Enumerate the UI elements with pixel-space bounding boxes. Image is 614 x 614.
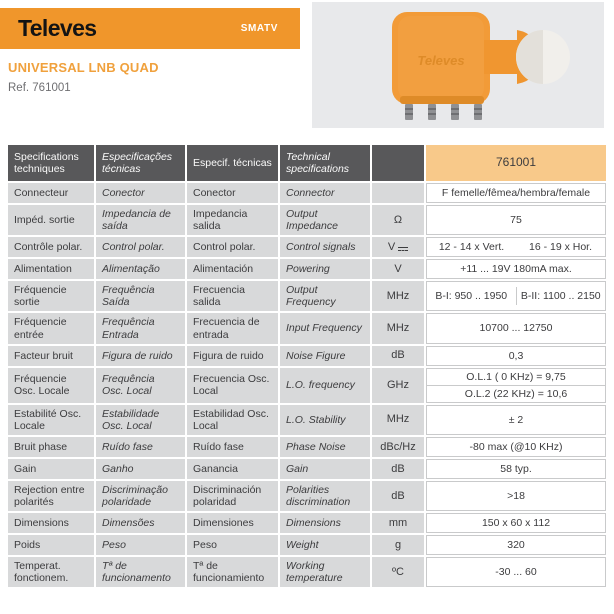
spec-value — [426, 368, 606, 403]
spec-label-es: Frecuencia de entrada — [187, 313, 278, 343]
spec-value: 150 x 60 x 112 — [426, 513, 606, 533]
col-header-en: Technical specifications — [280, 145, 370, 181]
spec-label-pt: Alimentação — [96, 259, 185, 279]
spec-label-es: Impedancia salida — [187, 205, 278, 235]
spec-label-fr: Contrôle polar. — [8, 237, 94, 257]
spec-unit: dB — [372, 459, 424, 479]
value-lo1: O.L.1 ( 0 KHz) = 9,75 — [427, 369, 605, 386]
value-lo2: O.L.2 (22 KHz) = 10,6 — [464, 387, 568, 400]
unit-text: V — [387, 240, 396, 253]
spec-label-en: L.O. frequency — [280, 368, 370, 403]
spec-label-en: L.O. Stability — [280, 405, 370, 435]
col-header-es: Especif. técnicas — [187, 145, 278, 181]
col-header-pt: Especificações técnicas — [96, 145, 185, 181]
brand-banner — [0, 8, 300, 49]
spec-label-es: Conector — [187, 183, 278, 203]
spec-value: >18 — [426, 481, 606, 511]
spec-label-es: Figura de ruido — [187, 346, 278, 366]
spec-label-fr: Gain — [8, 459, 94, 479]
col-header-unit — [372, 145, 424, 181]
spec-label-fr: Fréquencie entrée — [8, 313, 94, 343]
spec-unit: ºC — [372, 557, 424, 587]
value-band-2: B-II: 1100 .. 2150 — [516, 287, 606, 305]
col-header-model: 761001 — [426, 145, 606, 181]
spec-label-pt: Peso — [96, 535, 185, 555]
spec-value: 0,3 — [426, 346, 606, 366]
spec-label-fr: Rejection entre polarités — [8, 481, 94, 511]
spec-label-en: Gain — [280, 459, 370, 479]
product-reference: Ref. 761001 — [8, 82, 71, 94]
spec-label-en: Output Frequency — [280, 281, 370, 311]
spec-label-en: Polarities discrimination — [280, 481, 370, 511]
spec-label-pt: Frequência Osc. Local — [96, 368, 185, 403]
spec-label-en: Phase Noise — [280, 437, 370, 457]
spec-label-fr: Connecteur — [8, 183, 94, 203]
spec-label-fr: Alimentation — [8, 259, 94, 279]
spec-label-pt: Dimensões — [96, 513, 185, 533]
spec-label-es: Peso — [187, 535, 278, 555]
spec-label-en: Working temperature — [280, 557, 370, 587]
spec-label-fr: Dimensions — [8, 513, 94, 533]
spec-value: 320 — [426, 535, 606, 555]
spec-value: -80 max (@10 KHz) — [426, 437, 606, 457]
spec-label-es: Discriminación polaridad — [187, 481, 278, 511]
spec-label-pt: Impedancia de saída — [96, 205, 185, 235]
spec-label-es: Frecuencia Osc. Local — [187, 368, 278, 403]
spec-label-fr: Facteur bruit — [8, 346, 94, 366]
spec-label-en: Noise Figure — [280, 346, 370, 366]
value-vertical: 12 - 14 x Vert. — [438, 241, 505, 254]
televes-logo: Televes — [18, 15, 97, 41]
specifications-table — [8, 145, 606, 587]
spec-label-fr: Fréquencie Osc. Locale — [8, 368, 94, 403]
spec-unit: MHz — [372, 281, 424, 311]
spec-unit — [372, 183, 424, 203]
spec-label-fr: Fréquencie sortie — [8, 281, 94, 311]
spec-label-pt: Discriminação polaridade — [96, 481, 185, 511]
spec-value: -30 ... 60 — [426, 557, 606, 587]
spec-unit: g — [372, 535, 424, 555]
spec-unit: dB — [372, 346, 424, 366]
spec-label-fr: Poids — [8, 535, 94, 555]
spec-label-fr: Estabilité Osc. Locale — [8, 405, 94, 435]
product-title: UNIVERSAL LNB QUAD — [8, 60, 159, 75]
spec-label-fr: Bruit phase — [8, 437, 94, 457]
spec-label-es: Ruído fase — [187, 437, 278, 457]
spec-unit: dBc/Hz — [372, 437, 424, 457]
spec-value: 58 typ. — [426, 459, 606, 479]
spec-value: 10700 ... 12750 — [426, 313, 606, 343]
svg-text:Televes: Televes — [417, 53, 465, 68]
spec-label-es: Estabilidad Osc. Local — [187, 405, 278, 435]
lnb-product-image — [312, 2, 604, 128]
spec-label-en: Control signals — [280, 237, 370, 257]
spec-label-pt: Control polar. — [96, 237, 185, 257]
product-photo-box — [312, 2, 604, 128]
spec-label-pt: Frequência Entrada — [96, 313, 185, 343]
spec-unit: dB — [372, 481, 424, 511]
spec-label-pt: Tª de funcionamento — [96, 557, 185, 587]
col-header-fr: Specifications techniques — [8, 145, 94, 181]
spec-label-en: Connector — [280, 183, 370, 203]
spec-label-en: Input Frequency — [280, 313, 370, 343]
spec-label-fr: Impéd. sortie — [8, 205, 94, 235]
spec-unit: V — [372, 259, 424, 279]
spec-label-en: Powering — [280, 259, 370, 279]
spec-label-en: Output Impedance — [280, 205, 370, 235]
value-band-1: B-I: 950 .. 1950 — [435, 290, 508, 303]
spec-label-en: Dimensions — [280, 513, 370, 533]
spec-unit: Ω — [372, 205, 424, 235]
spec-unit: GHz — [372, 368, 424, 403]
spec-unit: MHz — [372, 405, 424, 435]
spec-label-pt: Frequência Saída — [96, 281, 185, 311]
spec-label-es: Dimensiones — [187, 513, 278, 533]
spec-value: F femelle/fêmea/hembra/female — [426, 183, 606, 203]
spec-label-pt: Ganho — [96, 459, 185, 479]
value-horizontal: 16 - 19 x Hor. — [528, 241, 593, 254]
spec-unit: MHz — [372, 313, 424, 343]
spec-label-pt: Estabilidade Osc. Local — [96, 405, 185, 435]
spec-unit: mm — [372, 513, 424, 533]
spec-label-fr: Temperat. fonctionem. — [8, 557, 94, 587]
spec-label-pt: Ruído fase — [96, 437, 185, 457]
spec-label-es: Control polar. — [187, 237, 278, 257]
spec-label-es: Ganancia — [187, 459, 278, 479]
spec-value — [426, 281, 606, 311]
spec-label-en: Weight — [280, 535, 370, 555]
spec-value: 75 — [426, 205, 606, 235]
spec-value — [426, 237, 606, 257]
spec-label-es: Tª de funcionamiento — [187, 557, 278, 587]
dc-voltage-icon — [398, 247, 408, 251]
banner-tag: SMATV — [240, 23, 278, 34]
spec-label-es: Alimentación — [187, 259, 278, 279]
spec-label-pt: Figura de ruido — [96, 346, 185, 366]
spec-label-es: Frecuencia salida — [187, 281, 278, 311]
spec-unit — [372, 237, 424, 257]
spec-value: ± 2 — [426, 405, 606, 435]
spec-label-pt: Conector — [96, 183, 185, 203]
spec-value: +11 ... 19V 180mA max. — [426, 259, 606, 279]
